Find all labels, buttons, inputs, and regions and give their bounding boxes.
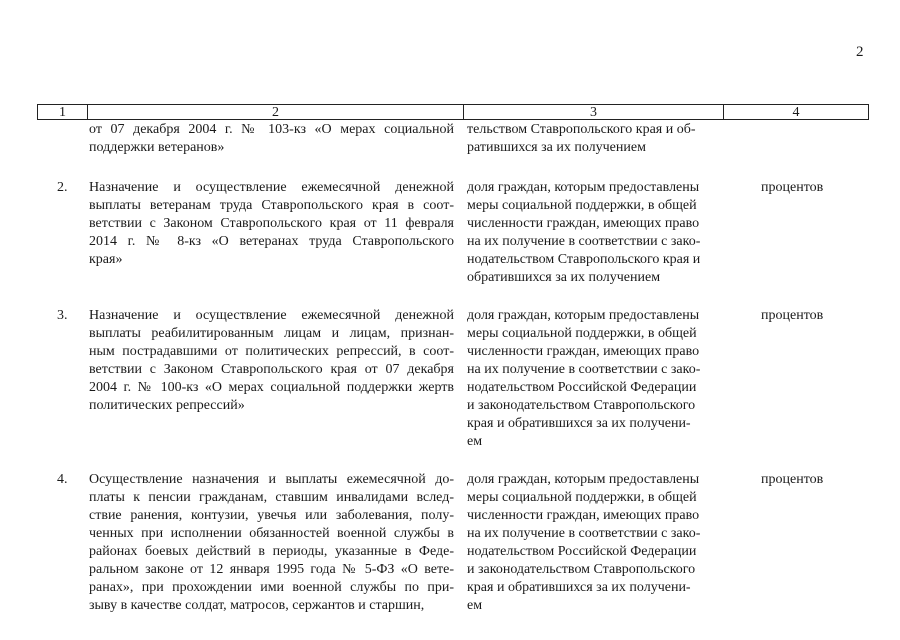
indicator-line: ем <box>467 434 483 449</box>
description-line: районах боевых действий в периоды, указанные в Феде- <box>89 544 454 559</box>
header-cell-4: 4 <box>792 105 800 120</box>
row-description <box>89 179 456 269</box>
row-indicator <box>456 307 719 451</box>
indicator-line: на их получение в соответствии с зако- <box>467 234 701 249</box>
description-line: политических репрессий» <box>89 398 245 413</box>
description-line: ветствии с Законом Ставропольского края от 11 февраля <box>89 216 454 231</box>
indicator-line: меры социальной поддержки, в общей <box>467 326 697 341</box>
description-line: края» <box>89 252 123 267</box>
row-description <box>89 121 456 157</box>
row-unit: процентов <box>761 308 824 323</box>
description-line: ствие ранения, контузии, увечья или заболевания, полу- <box>89 508 454 523</box>
indicator-line: нодательством Российской Федерации <box>467 544 697 559</box>
indicator-line: нодательством Российской Федерации <box>467 380 697 395</box>
header-cell-3: 3 <box>464 105 724 119</box>
table-row <box>37 307 869 451</box>
row-indicator <box>456 471 719 615</box>
description-line: ным пострадавшими от политических репрессий, в соот- <box>89 344 454 359</box>
description-line: от 07 декабря 2004 г. № 103-кз «О мерах социальной <box>89 122 454 137</box>
indicator-line: нодательством Ставропольского края и <box>467 252 701 267</box>
table-header <box>37 104 869 120</box>
header-cell-2: 2 <box>88 105 464 119</box>
row-unit: процентов <box>761 472 824 487</box>
row-number: 4. <box>57 472 68 487</box>
header-cell-1: 1 <box>38 105 88 119</box>
indicator-line: меры социальной поддержки, в общей <box>467 490 697 505</box>
indicator-line: численности граждан, имеющих право <box>467 508 700 523</box>
indicator-line: тельством Ставропольского края и об- <box>467 122 696 137</box>
row-description <box>89 307 456 415</box>
description-line: Назначение и осуществление ежемесячной денежной <box>89 180 454 195</box>
row-indicator <box>456 179 719 287</box>
indicator-line: края и обратившихся за их получени- <box>467 416 691 431</box>
description-line: 2004 г. № 100-кз «О мерах социальной поддержки жертв <box>89 380 454 395</box>
indicator-line: на их получение в соответствии с зако- <box>467 362 701 377</box>
description-line: ветствии с Законом Ставропольского края от 07 декабря <box>89 362 454 377</box>
indicator-line: численности граждан, имеющих право <box>467 344 700 359</box>
row-description <box>89 471 456 615</box>
table-row <box>37 179 869 287</box>
row-indicator <box>456 121 719 157</box>
indicator-line: ратившихся за их получением <box>467 140 646 155</box>
description-line: выплаты ветеранам труда Ставропольского края в соот- <box>89 198 454 213</box>
description-line: ранах», при прохождении ими военной службы по при- <box>89 580 454 595</box>
description-line: Осуществление назначения и выплаты ежемесячной до- <box>89 472 454 487</box>
description-line: 2014 г. № 8-кз «О ветеранах труда Ставропольского <box>89 234 454 249</box>
indicator-line: края и обратившихся за их получени- <box>467 580 691 595</box>
indicator-line: доля граждан, которым предоставлены <box>467 472 700 487</box>
description-line: зыву в качестве солдат, матросов, сержантов и старшин, <box>89 598 425 613</box>
indicator-line: меры социальной поддержки, в общей <box>467 198 697 213</box>
description-line: поддержки ветеранов» <box>89 140 225 155</box>
table-body <box>37 121 869 615</box>
description-line: Назначение и осуществление ежемесячной денежной <box>89 308 454 323</box>
row-number: 3. <box>57 308 68 323</box>
description-line: платы к пенсии гражданам, ставшим инвалидами вслед- <box>89 490 454 505</box>
description-line: ченных при исполнении обязанностей военной службы в <box>89 526 454 541</box>
page-number: 2 <box>856 44 864 60</box>
row-number: 2. <box>57 180 68 195</box>
indicator-line: и законодательством Ставропольского <box>467 562 696 577</box>
indicator-line: доля граждан, которым предоставлены <box>467 308 700 323</box>
indicator-line: ем <box>467 598 483 613</box>
indicator-line: численности граждан, имеющих право <box>467 216 700 231</box>
indicator-line: и законодательством Ставропольского <box>467 398 696 413</box>
table-row <box>37 121 869 157</box>
indicator-line: обратившихся за их получением <box>467 270 661 285</box>
description-line: выплаты реабилитированным лицам и лицам, признан- <box>89 326 454 341</box>
table-row <box>37 471 869 615</box>
indicator-line: доля граждан, которым предоставлены <box>467 180 700 195</box>
indicator-line: на их получение в соответствии с зако- <box>467 526 701 541</box>
row-unit: процентов <box>761 180 824 195</box>
description-line: ральном законе от 12 января 1995 года № 5-ФЗ «О вете- <box>89 562 454 577</box>
